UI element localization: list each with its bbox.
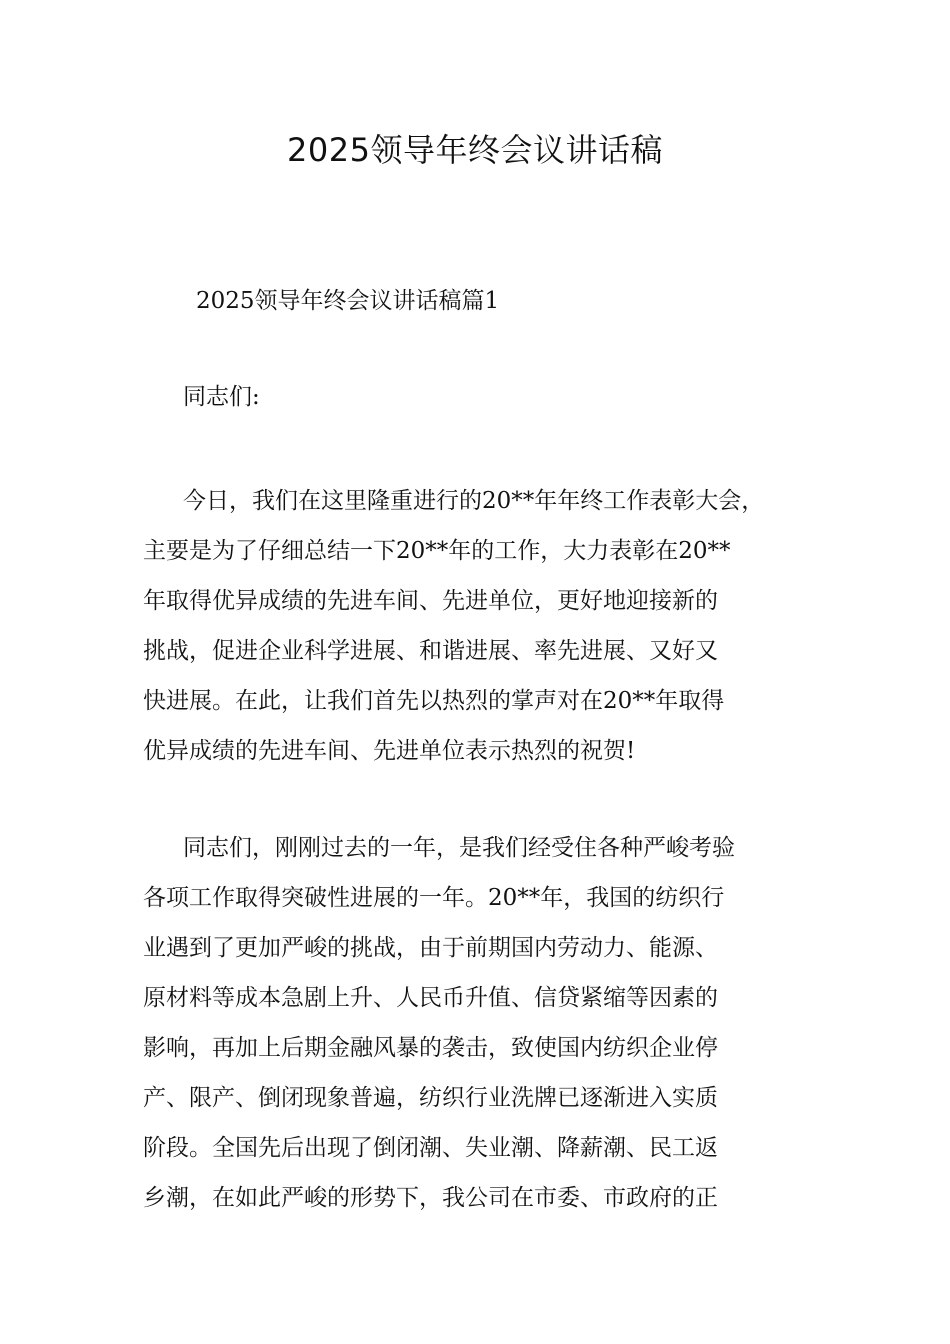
paragraph-line: 年取得优异成绩的先进车间、先进单位，更好地迎接新的 bbox=[143, 588, 718, 614]
paragraph-line: 同志们，刚刚过去的一年，是我们经受住各种严峻考验 bbox=[183, 835, 735, 861]
paragraph-line: 今日，我们在这里隆重进行的20**年年终工作表彰大会， bbox=[183, 488, 765, 514]
paragraph-line: 快进展。在此，让我们首先以热烈的掌声对在20**年取得 bbox=[143, 688, 725, 714]
paragraph-line: 乡潮，在如此严峻的形势下，我公司在市委、市政府的正 bbox=[143, 1185, 718, 1211]
paragraph-line: 业遇到了更加严峻的挑战，由于前期国内劳动力、能源、 bbox=[143, 935, 718, 961]
salutation: 同志们: bbox=[183, 384, 260, 410]
paragraph-line: 各项工作取得突破性进展的一年。20**年，我国的纺织行 bbox=[143, 885, 725, 911]
paragraph-1 bbox=[143, 476, 823, 776]
paragraph-line: 主要是为了仔细总结一下20**年的工作，大力表彰在20** bbox=[143, 538, 731, 564]
paragraph-line: 影响，再加上后期金融风暴的袭击，致使国内纺织企业停 bbox=[143, 1035, 718, 1061]
paragraph-line: 优异成绩的先进车间、先进单位表示热烈的祝贺! bbox=[143, 738, 636, 764]
paragraph-line: 产、限产、倒闭现象普遍，纺织行业洗牌已逐渐进入实质 bbox=[143, 1085, 718, 1111]
document-title: 2025领导年终会议讲话稿 bbox=[287, 131, 663, 169]
paragraph-line: 阶段。全国先后出现了倒闭潮、失业潮、降薪潮、民工返 bbox=[143, 1135, 718, 1161]
paragraph-line: 原材料等成本急剧上升、人民币升值、信贷紧缩等因素的 bbox=[143, 985, 718, 1011]
paragraph-line: 挑战，促进企业科学进展、和谐进展、率先进展、又好又 bbox=[143, 638, 718, 664]
paragraph-2 bbox=[143, 823, 823, 1223]
section-heading: 2025领导年终会议讲话稿篇1 bbox=[196, 288, 500, 314]
